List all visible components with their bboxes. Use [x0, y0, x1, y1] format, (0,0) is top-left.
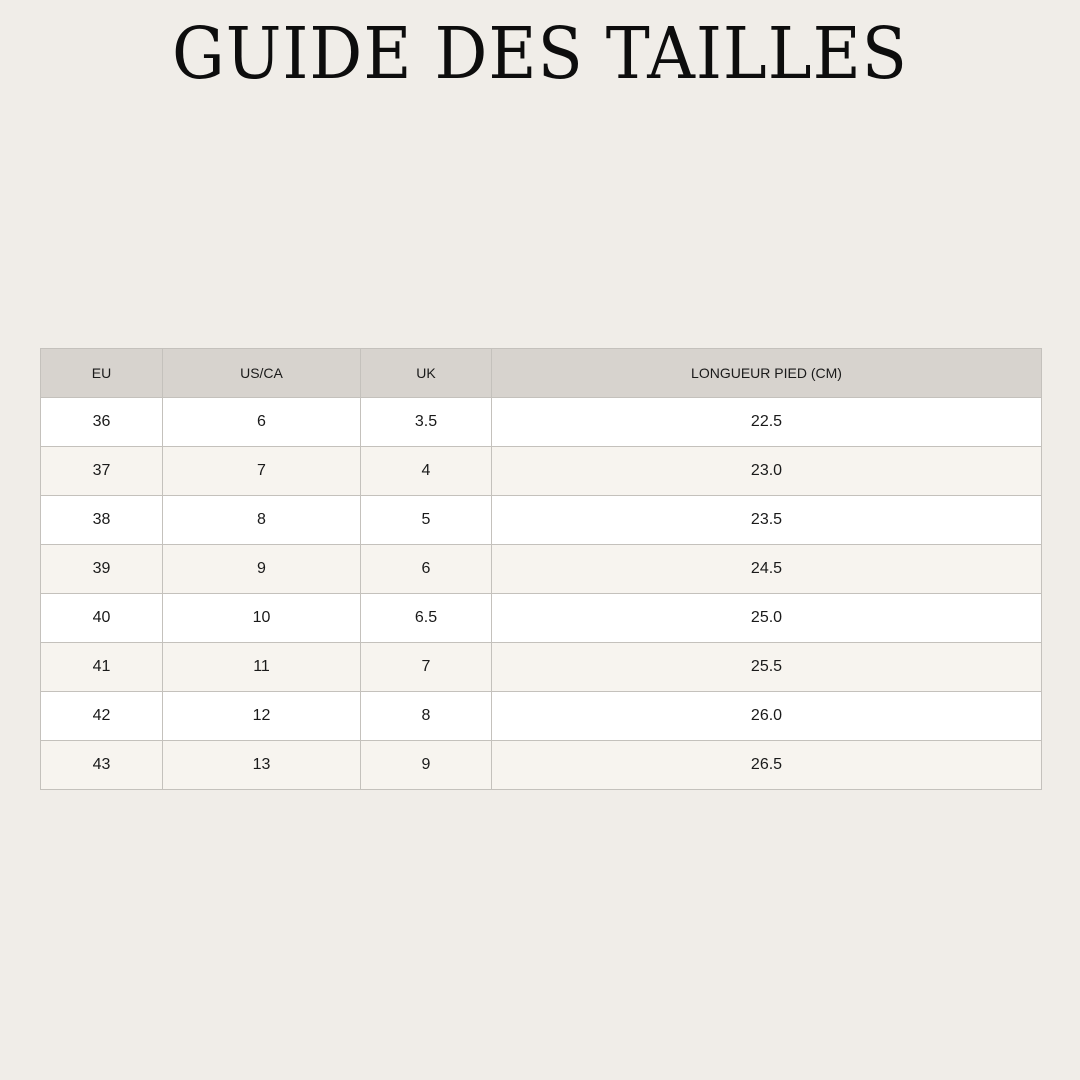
- cell-foot-length: 25.5: [492, 643, 1042, 692]
- cell-eu: 37: [41, 447, 163, 496]
- cell-eu: 41: [41, 643, 163, 692]
- size-chart-table: [40, 348, 1042, 790]
- cell-us-ca: 6: [163, 398, 361, 447]
- cell-us-ca: 13: [163, 741, 361, 790]
- cell-foot-length: 26.0: [492, 692, 1042, 741]
- table-row: [41, 398, 1042, 447]
- cell-foot-length: 22.5: [492, 398, 1042, 447]
- cell-us-ca: 9: [163, 545, 361, 594]
- page-title: GUIDE DES TAILLES: [172, 11, 908, 96]
- header-us-ca: US/CA: [163, 349, 361, 398]
- cell-foot-length: 23.5: [492, 496, 1042, 545]
- cell-us-ca: 12: [163, 692, 361, 741]
- cell-foot-length: 24.5: [492, 545, 1042, 594]
- cell-us-ca: 7: [163, 447, 361, 496]
- cell-uk: 8: [361, 692, 492, 741]
- header-uk: UK: [361, 349, 492, 398]
- cell-eu: 40: [41, 594, 163, 643]
- cell-uk: 6.5: [361, 594, 492, 643]
- table-row: [41, 643, 1042, 692]
- cell-us-ca: 8: [163, 496, 361, 545]
- cell-foot-length: 25.0: [492, 594, 1042, 643]
- cell-uk: 6: [361, 545, 492, 594]
- table-row: [41, 496, 1042, 545]
- cell-eu: 43: [41, 741, 163, 790]
- cell-us-ca: 10: [163, 594, 361, 643]
- cell-eu: 38: [41, 496, 163, 545]
- cell-uk: 4: [361, 447, 492, 496]
- cell-uk: 7: [361, 643, 492, 692]
- table-row: [41, 447, 1042, 496]
- table-row: [41, 741, 1042, 790]
- cell-uk: 3.5: [361, 398, 492, 447]
- cell-us-ca: 11: [163, 643, 361, 692]
- table-row: [41, 545, 1042, 594]
- cell-eu: 36: [41, 398, 163, 447]
- table-header-row: [41, 349, 1042, 398]
- cell-uk: 5: [361, 496, 492, 545]
- cell-eu: 39: [41, 545, 163, 594]
- cell-foot-length: 23.0: [492, 447, 1042, 496]
- cell-uk: 9: [361, 741, 492, 790]
- cell-foot-length: 26.5: [492, 741, 1042, 790]
- header-foot-length: LONGUEUR PIED (CM): [492, 349, 1042, 398]
- cell-eu: 42: [41, 692, 163, 741]
- table-row: [41, 594, 1042, 643]
- header-eu: EU: [41, 349, 163, 398]
- table-row: [41, 692, 1042, 741]
